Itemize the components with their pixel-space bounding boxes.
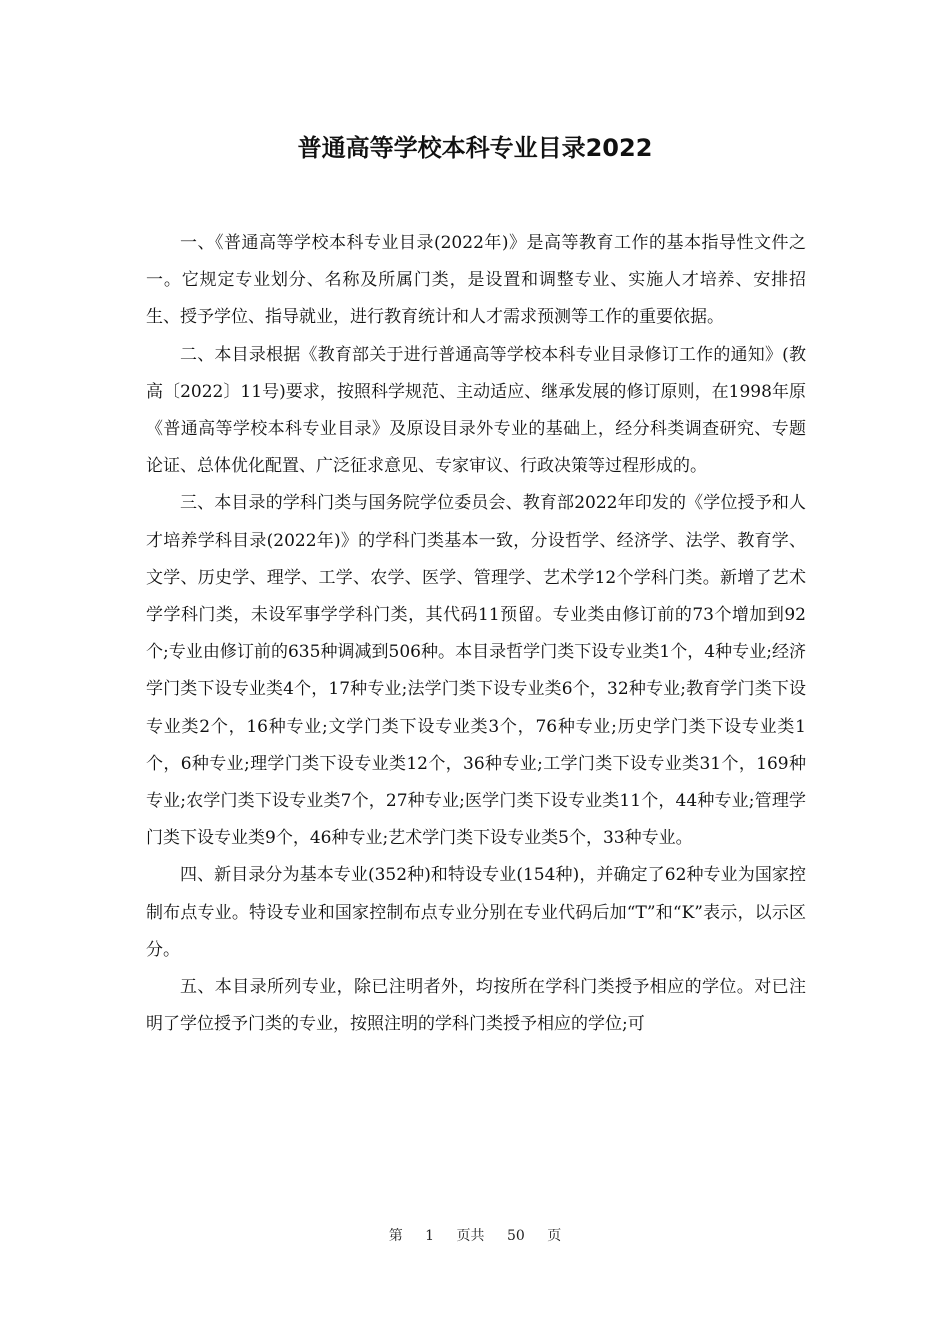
page-label-suffix: 页 — [547, 1228, 562, 1244]
current-page-number: 1 — [425, 1228, 435, 1244]
total-pages-number: 50 — [507, 1228, 525, 1244]
page-label-mid: 页共 — [456, 1228, 485, 1244]
paragraph-4: 四、新目录分为基本专业(352种)和特设专业(154种)，并确定了62种专业为国家控制布点专业。特设专业和国家控制布点专业分别在专业代码后加“T”和“K”表示，以示区分。 — [146, 865, 806, 960]
page-footer — [0, 1226, 950, 1246]
paragraph-5: 五、本目录所列专业，除已注明者外，均按所在学科门类授予相应的学位。对已注明了学位授予门类的专业，按照注明的学科门类授予相应的学位;可 — [146, 977, 806, 1035]
paragraph-1: 一、《普通高等学校本科专业目录(2022年)》是高等教育工作的基本指导性文件之一。它规定专业划分、名称及所属门类，是设置和调整专业、实施人才培养、安排招生、授予学位、指导就业，进行教育统计和人才需求预测等工作的重要依据。 — [146, 233, 806, 328]
document-body — [146, 225, 806, 1043]
paragraph-3: 三、本目录的学科门类与国务院学位委员会、教育部2022年印发的《学位授予和人才培养学科目录(2022年)》的学科门类基本一致，分设哲学、经济学、法学、教育学、文学、历史学、理学、工学、农学、医学、管理学、艺术学12个学科门类。新增了艺术学学科门类，未设军事学学科门类，其代码11预留。专业类由修订前的73个增加到92个;专业由修订前的635种调减到506种。本目录哲学门类下设专业类1个，4种专业;经济学门类下设专业类4个，17种专业;法学门类下设专业类6个，32种专业;教育学门类下设专业类2个，16种专业;文学门类下设专业类3个，76种专业;历史学门类下设专业类1个，6种专业;理学门类下设专业类12个，36种专业;工学门类下设专业类31个，169种专业;农学门类下设专业类7个，27种专业;医学门类下设专业类11个，44种专业;管理学门类下设专业类9个，46种专业;艺术学门类下设专业类5个，33种专业。 — [146, 493, 806, 849]
page-title: 普通高等学校本科专业目录2022 — [297, 134, 653, 162]
paragraph-2: 二、本目录根据《教育部关于进行普通高等学校本科专业目录修订工作的通知》(教高〔2022〕11号)要求，按照科学规范、主动适应、继承发展的修订原则，在1998年原《普通高等学校本科专业目录》及原设目录外专业的基础上，经分科类调查研究、专题论证、总体优化配置、广泛征求意见、专家审议、行政决策等过程形成的。 — [146, 344, 806, 477]
page-label-prefix: 第 — [388, 1228, 403, 1244]
